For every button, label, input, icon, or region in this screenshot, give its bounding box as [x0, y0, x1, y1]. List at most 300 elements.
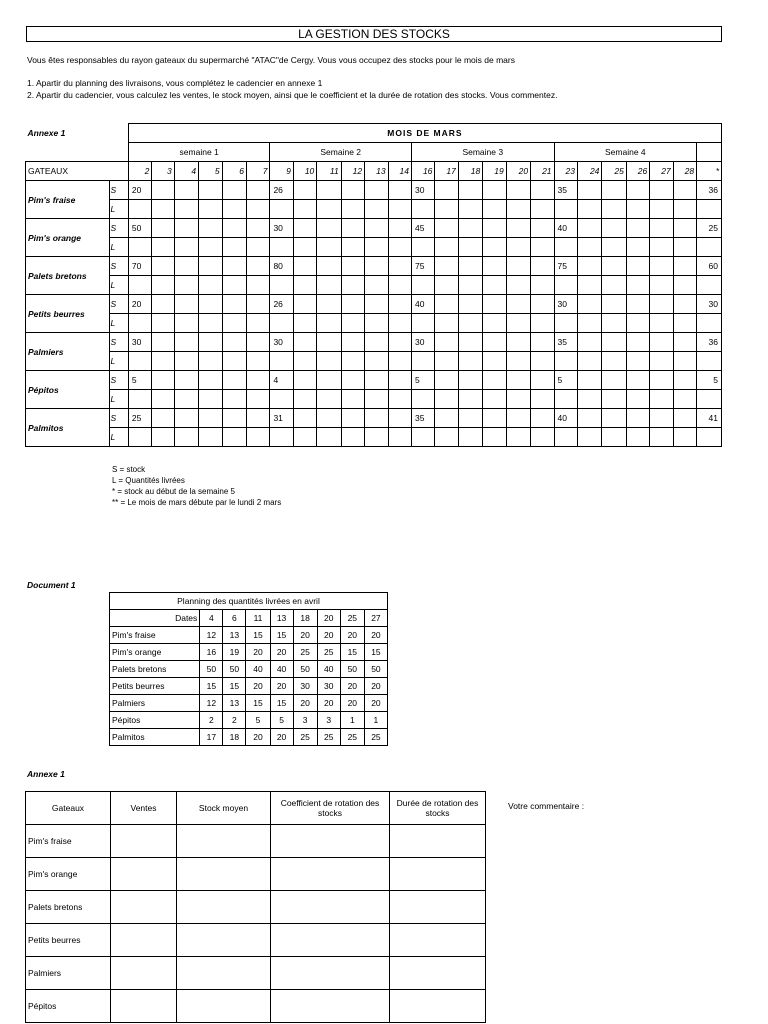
planning-value: 2	[200, 712, 223, 729]
planning-value: 20	[317, 695, 340, 712]
annex-empty-cell	[177, 990, 271, 1023]
empty-cell	[365, 428, 388, 447]
planning-product: Pim's fraise	[110, 627, 200, 644]
stock-cell: 60	[697, 257, 722, 276]
planning-value: 25	[317, 644, 340, 661]
annex-empty-cell	[390, 891, 486, 924]
annex-row	[26, 990, 486, 1023]
empty-cell	[650, 409, 673, 428]
planning-value: 1	[340, 712, 364, 729]
calendar-row	[26, 219, 722, 238]
empty-cell	[626, 390, 649, 409]
empty-cell	[247, 238, 270, 257]
empty-cell	[650, 371, 673, 390]
empty-cell	[128, 276, 151, 295]
annex-empty-cell	[271, 990, 390, 1023]
planning-row	[110, 678, 388, 695]
empty-cell	[247, 276, 270, 295]
annex-empty-cell	[271, 891, 390, 924]
annex-empty-cell	[111, 825, 177, 858]
empty-cell	[388, 219, 411, 238]
empty-cell	[270, 390, 293, 409]
planning-value: 20	[270, 644, 293, 661]
planning-value: 20	[270, 729, 293, 746]
intro-text: Vous êtes responsables du rayon gateaux du supermarché "ATAC"de Cergy. Vous vous occupez des stocks pour le mois de mars	[27, 55, 515, 65]
empty-cell	[554, 390, 577, 409]
empty-cell	[317, 200, 341, 219]
planning-row	[110, 644, 388, 661]
planning-value: 20	[293, 695, 317, 712]
empty-cell	[317, 428, 341, 447]
planning-value: 20	[364, 678, 387, 695]
empty-cell	[317, 352, 341, 371]
empty-cell	[483, 181, 506, 200]
stock-cell: 35	[554, 333, 577, 352]
annex-empty-cell	[177, 825, 271, 858]
empty-cell	[626, 238, 649, 257]
empty-cell	[602, 257, 626, 276]
empty-cell	[626, 333, 649, 352]
empty-cell	[602, 181, 626, 200]
empty-cell	[577, 333, 601, 352]
annex-empty-cell	[390, 825, 486, 858]
empty-cell	[317, 390, 341, 409]
annex-header: Stock moyen	[177, 792, 271, 825]
stock-cell: 5	[697, 371, 722, 390]
stock-cell: 30	[697, 295, 722, 314]
week-1-header: semaine 1	[128, 143, 270, 162]
empty-cell	[458, 333, 482, 352]
empty-cell	[317, 314, 341, 333]
empty-cell	[270, 238, 293, 257]
product-name: Palmitos	[26, 409, 110, 447]
row-type-label: S	[109, 219, 128, 238]
stock-cell: 20	[128, 295, 151, 314]
empty-cell	[554, 352, 577, 371]
stock-cell: 75	[554, 257, 577, 276]
empty-cell	[577, 219, 601, 238]
empty-cell	[174, 276, 198, 295]
empty-cell	[554, 428, 577, 447]
planning-date: 27	[364, 610, 387, 627]
annex-empty-cell	[390, 924, 486, 957]
empty-cell	[626, 200, 649, 219]
empty-cell	[458, 314, 482, 333]
empty-cell	[577, 314, 601, 333]
empty-cell	[365, 390, 388, 409]
empty-cell	[435, 314, 458, 333]
planning-value: 20	[246, 678, 270, 695]
legend-line: ** = Le mois de mars débute par le lundi 2 mars	[112, 498, 282, 507]
planning-title: Planning des quantités livrées en avril	[110, 593, 388, 610]
empty-cell	[435, 428, 458, 447]
planning-value: 15	[364, 644, 387, 661]
empty-cell	[435, 333, 458, 352]
empty-cell	[650, 352, 673, 371]
empty-cell	[673, 276, 696, 295]
empty-cell	[506, 276, 530, 295]
row-type-label: L	[109, 352, 128, 371]
empty-cell	[650, 219, 673, 238]
empty-cell	[697, 238, 722, 257]
empty-cell	[577, 200, 601, 219]
planning-product: Palmiers	[110, 695, 200, 712]
calendar-row	[26, 200, 722, 219]
planning-product: Pim's orange	[110, 644, 200, 661]
empty-cell	[365, 181, 388, 200]
empty-cell	[435, 295, 458, 314]
empty-cell	[506, 295, 530, 314]
empty-cell	[152, 257, 174, 276]
annex-product: Palets bretons	[26, 891, 111, 924]
week-5-header	[697, 143, 722, 162]
empty-cell	[341, 238, 364, 257]
annex-header: Coefficient de rotation des stocks	[271, 792, 390, 825]
day-header: 23	[554, 162, 577, 181]
empty-cell	[174, 314, 198, 333]
empty-cell	[317, 219, 341, 238]
empty-cell	[483, 333, 506, 352]
step-1: 1. Apartir du planning des livraisons, vous complétez le cadencier en annexe 1	[27, 78, 323, 88]
empty-cell	[483, 428, 506, 447]
empty-cell	[435, 200, 458, 219]
planning-value: 15	[270, 627, 293, 644]
empty-cell	[341, 181, 364, 200]
empty-cell	[411, 390, 434, 409]
empty-cell	[506, 200, 530, 219]
empty-cell	[650, 295, 673, 314]
empty-cell	[174, 390, 198, 409]
empty-cell	[650, 333, 673, 352]
empty-cell	[531, 181, 554, 200]
empty-cell	[293, 352, 316, 371]
empty-cell	[458, 295, 482, 314]
annex-empty-cell	[111, 858, 177, 891]
stock-cell: 30	[554, 295, 577, 314]
empty-cell	[673, 390, 696, 409]
annex-empty-cell	[177, 924, 271, 957]
empty-cell	[247, 428, 270, 447]
empty-cell	[247, 257, 270, 276]
empty-cell	[152, 238, 174, 257]
day-header: 24	[577, 162, 601, 181]
empty-cell	[152, 390, 174, 409]
planning-value: 40	[270, 661, 293, 678]
empty-cell	[411, 352, 434, 371]
stock-cell: 50	[128, 219, 151, 238]
empty-cell	[174, 428, 198, 447]
empty-cell	[506, 371, 530, 390]
planning-value: 50	[364, 661, 387, 678]
empty-cell	[388, 390, 411, 409]
empty-cell	[602, 276, 626, 295]
day-header: 9	[270, 162, 293, 181]
empty-cell	[531, 371, 554, 390]
stock-cell: 45	[411, 219, 434, 238]
empty-cell	[270, 314, 293, 333]
empty-cell	[673, 238, 696, 257]
empty-cell	[293, 200, 316, 219]
stock-cell: 80	[270, 257, 293, 276]
empty-cell	[531, 295, 554, 314]
empty-cell	[174, 409, 198, 428]
empty-cell	[483, 219, 506, 238]
planning-value: 20	[246, 729, 270, 746]
planning-product: Palmitos	[110, 729, 200, 746]
planning-date: 11	[246, 610, 270, 627]
empty-cell	[222, 371, 246, 390]
empty-cell	[365, 409, 388, 428]
empty-cell	[435, 257, 458, 276]
empty-cell	[388, 181, 411, 200]
empty-cell	[577, 352, 601, 371]
empty-cell	[626, 295, 649, 314]
empty-cell	[673, 352, 696, 371]
stock-cell: 4	[270, 371, 293, 390]
empty-cell	[626, 371, 649, 390]
planning-value: 17	[200, 729, 223, 746]
annex-empty-cell	[390, 990, 486, 1023]
planning-product: Pépitos	[110, 712, 200, 729]
stock-cell: 40	[554, 219, 577, 238]
empty-cell	[222, 409, 246, 428]
empty-cell	[222, 238, 246, 257]
planning-row	[110, 627, 388, 644]
empty-cell	[577, 371, 601, 390]
week-2-header: Semaine 2	[270, 143, 412, 162]
empty-cell	[247, 181, 270, 200]
empty-cell	[411, 238, 434, 257]
row-type-label: S	[109, 295, 128, 314]
empty-cell	[458, 200, 482, 219]
planning-value: 15	[223, 678, 246, 695]
planning-value: 40	[246, 661, 270, 678]
empty-cell	[697, 200, 722, 219]
empty-cell	[199, 200, 222, 219]
empty-cell	[152, 409, 174, 428]
comment-label: Votre commentaire :	[508, 801, 585, 811]
day-header: 3	[152, 162, 174, 181]
stock-cell: 25	[697, 219, 722, 238]
annex-row	[26, 858, 486, 891]
empty-cell	[602, 219, 626, 238]
annex-empty-cell	[271, 924, 390, 957]
empty-cell	[554, 276, 577, 295]
empty-cell	[602, 238, 626, 257]
day-header: 17	[435, 162, 458, 181]
empty-cell	[222, 314, 246, 333]
empty-cell	[247, 333, 270, 352]
empty-cell	[531, 200, 554, 219]
empty-cell	[388, 276, 411, 295]
empty-cell	[293, 314, 316, 333]
planning-value: 25	[317, 729, 340, 746]
empty-cell	[152, 295, 174, 314]
planning-value: 20	[317, 627, 340, 644]
empty-cell	[199, 238, 222, 257]
empty-cell	[697, 276, 722, 295]
stock-cell: 5	[128, 371, 151, 390]
planning-date: 25	[340, 610, 364, 627]
day-header: 27	[650, 162, 673, 181]
empty-cell	[365, 238, 388, 257]
empty-cell	[388, 333, 411, 352]
empty-cell	[293, 333, 316, 352]
planning-value: 15	[246, 695, 270, 712]
day-header: 25	[602, 162, 626, 181]
empty-cell	[152, 181, 174, 200]
empty-cell	[435, 238, 458, 257]
empty-cell	[247, 295, 270, 314]
empty-cell	[650, 238, 673, 257]
empty-cell	[128, 200, 151, 219]
empty-cell	[483, 352, 506, 371]
empty-cell	[483, 409, 506, 428]
empty-cell	[341, 200, 364, 219]
stock-cell: 20	[128, 181, 151, 200]
annex-header: Ventes	[111, 792, 177, 825]
product-name: Pim's fraise	[26, 181, 110, 219]
empty-cell	[128, 352, 151, 371]
empty-cell	[531, 352, 554, 371]
empty-cell	[458, 428, 482, 447]
empty-cell	[531, 257, 554, 276]
empty-cell	[435, 409, 458, 428]
row-type-label: L	[109, 200, 128, 219]
empty-cell	[602, 314, 626, 333]
annex-empty-cell	[111, 891, 177, 924]
empty-cell	[365, 219, 388, 238]
annex-empty-cell	[271, 858, 390, 891]
empty-cell	[128, 238, 151, 257]
calendar-table	[25, 123, 722, 447]
empty-cell	[506, 333, 530, 352]
day-header: 2	[128, 162, 151, 181]
empty-cell	[483, 200, 506, 219]
empty-cell	[506, 314, 530, 333]
empty-cell	[577, 409, 601, 428]
empty-cell	[247, 352, 270, 371]
day-header: 21	[531, 162, 554, 181]
empty-cell	[293, 371, 316, 390]
empty-cell	[341, 257, 364, 276]
empty-cell	[458, 371, 482, 390]
day-header: 7	[247, 162, 270, 181]
empty-cell	[388, 314, 411, 333]
empty-cell	[531, 219, 554, 238]
empty-cell	[602, 200, 626, 219]
calendar-row	[26, 295, 722, 314]
empty-cell	[293, 257, 316, 276]
empty-cell	[341, 390, 364, 409]
planning-value: 19	[223, 644, 246, 661]
empty-cell	[458, 238, 482, 257]
empty-cell	[626, 352, 649, 371]
empty-cell	[458, 390, 482, 409]
planning-date: 4	[200, 610, 223, 627]
planning-table	[109, 592, 388, 746]
empty-cell	[317, 333, 341, 352]
empty-cell	[483, 276, 506, 295]
planning-date: 13	[270, 610, 293, 627]
calendar-row	[26, 428, 722, 447]
annex-row	[26, 891, 486, 924]
empty-cell	[673, 371, 696, 390]
stock-cell: 36	[697, 333, 722, 352]
empty-cell	[673, 257, 696, 276]
empty-cell	[506, 428, 530, 447]
stock-cell: 40	[411, 295, 434, 314]
planning-value: 50	[340, 661, 364, 678]
annex-row	[26, 957, 486, 990]
empty-cell	[247, 390, 270, 409]
empty-cell	[577, 390, 601, 409]
week-4-header: Semaine 4	[554, 143, 697, 162]
calendar-legend	[112, 464, 281, 508]
stock-cell: 31	[270, 409, 293, 428]
empty-cell	[174, 352, 198, 371]
empty-cell	[247, 409, 270, 428]
empty-cell	[577, 238, 601, 257]
empty-cell	[626, 428, 649, 447]
annex-empty-cell	[111, 957, 177, 990]
planning-product: Petits beurres	[110, 678, 200, 695]
empty-cell	[317, 257, 341, 276]
planning-value: 30	[317, 678, 340, 695]
empty-cell	[388, 238, 411, 257]
empty-cell	[128, 390, 151, 409]
empty-cell	[435, 181, 458, 200]
empty-cell	[293, 181, 316, 200]
empty-cell	[388, 428, 411, 447]
empty-cell	[174, 333, 198, 352]
empty-cell	[458, 257, 482, 276]
empty-cell	[270, 200, 293, 219]
planning-value: 25	[340, 729, 364, 746]
annex-empty-cell	[271, 825, 390, 858]
empty-cell	[626, 314, 649, 333]
empty-cell	[270, 352, 293, 371]
planning-value: 5	[270, 712, 293, 729]
empty-cell	[341, 333, 364, 352]
calendar-row	[26, 333, 722, 352]
dates-label: Dates	[110, 610, 200, 627]
empty-cell	[365, 295, 388, 314]
product-name: Pim's orange	[26, 219, 110, 257]
empty-cell	[506, 257, 530, 276]
calendar-annex-label: Annexe 1	[27, 128, 66, 138]
empty-cell	[174, 257, 198, 276]
planning-value: 16	[200, 644, 223, 661]
stock-cell: 26	[270, 181, 293, 200]
day-header: 19	[483, 162, 506, 181]
empty-cell	[199, 295, 222, 314]
empty-cell	[388, 371, 411, 390]
product-name: Palmiers	[26, 333, 110, 371]
empty-cell	[697, 352, 722, 371]
empty-cell	[293, 295, 316, 314]
empty-cell	[222, 295, 246, 314]
empty-cell	[341, 409, 364, 428]
empty-cell	[506, 390, 530, 409]
empty-cell	[293, 219, 316, 238]
empty-cell	[152, 352, 174, 371]
row-type-label: L	[109, 314, 128, 333]
empty-cell	[247, 219, 270, 238]
empty-cell	[650, 276, 673, 295]
calendar-row	[26, 257, 722, 276]
empty-cell	[152, 333, 174, 352]
